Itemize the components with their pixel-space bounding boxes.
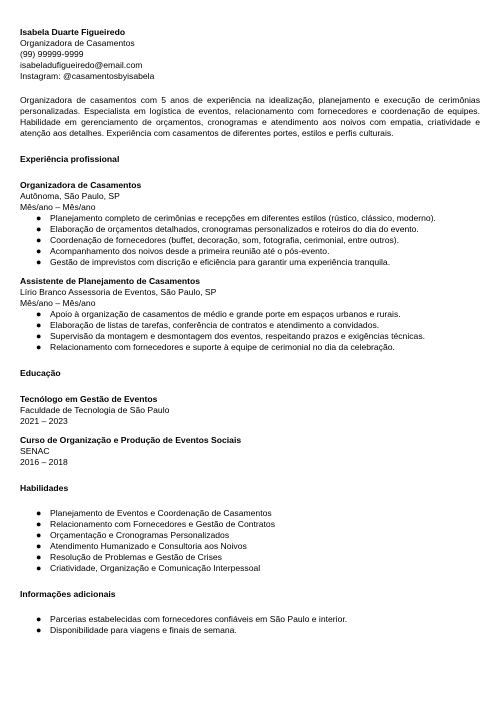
list-item [20, 508, 480, 519]
job-title: Organizadora de Casamentos [20, 180, 142, 190]
list-item [20, 342, 480, 353]
list-item [20, 530, 480, 541]
bullet-icon: ● [36, 257, 42, 267]
summary-paragraph: Organizadora de casamentos com 5 anos de experiência na idealização, planejamento e execução de cerimônias personalizadas. Especialista em logística de eventos, relacionamento com fornecedores e coordenação de equipes. Habilidade em gerenciamento de orçamentos, cronogramas e atendimento aos noivos com empatia, criatividade e atenção aos detalhes. Experiência com casamentos de diferentes portes, estilos e perfis culturais. [20, 95, 480, 138]
list-item [20, 224, 480, 235]
bullet-icon: ● [36, 519, 42, 529]
header [20, 27, 480, 82]
list-item-text: Relacionamento com fornecedores e suporte à equipe de cerimonial no dia da celebração. [50, 342, 395, 352]
bullet-icon: ● [36, 235, 42, 245]
bullet-icon: ● [36, 320, 42, 330]
list-item [20, 331, 480, 342]
course-dates: 2021 – 2023 [20, 416, 68, 426]
job-bullets [20, 213, 480, 268]
job-entry [20, 276, 480, 353]
bullet-icon: ● [36, 530, 42, 540]
list-item [20, 563, 480, 574]
list-item [20, 519, 480, 530]
list-item-text: Elaboração de orçamentos detalhados, cronogramas personalizados e roteiros do dia do evento. [50, 224, 419, 234]
list-item-text: Acompanhamento dos noivos desde a primeira reunião até o pós-evento. [50, 246, 330, 256]
list-item-text: Resolução de Problemas e Gestão de Crises [50, 552, 222, 562]
list-item-text: Gestão de imprevistos com discrição e eficiência para garantir uma experiência tranquila. [50, 257, 391, 267]
list-item [20, 213, 480, 224]
course-dates: 2016 – 2018 [20, 457, 68, 467]
list-item [20, 541, 480, 552]
section-title-education: Educação [20, 368, 61, 378]
list-item [20, 320, 480, 331]
candidate-name: Isabela Duarte Figueiredo [20, 27, 126, 37]
job-place: Autônoma, São Paulo, SP [20, 191, 120, 201]
list-item [20, 552, 480, 563]
list-item [20, 614, 480, 625]
education-entry [20, 435, 480, 468]
course-title: Tecnólogo em Gestão de Eventos [20, 394, 158, 404]
list-item-text: Elaboração de listas de tarefas, conferência de contratos e atendimento a convidados. [50, 320, 380, 330]
bullet-icon: ● [36, 224, 42, 234]
bullet-icon: ● [36, 508, 42, 518]
skills-list [20, 508, 480, 574]
list-item-text: Planejamento completo de cerimônias e recepções em diferentes estilos (rústico, clássico, moderno). [50, 213, 436, 223]
email: isabeladufigueiredo@email.com [20, 60, 143, 70]
job-dates: Mês/ano – Mês/ano [20, 202, 96, 212]
list-item-text: Planejamento de Eventos e Coordenação de Casamentos [50, 508, 272, 518]
list-item-text: Apoio à organização de casamentos de médio e grande porte em espaços urbanos e rurais. [50, 309, 401, 319]
job-place: Lírio Branco Assessoria de Eventos, São Paulo, SP [20, 287, 217, 297]
list-item-text: Criatividade, Organização e Comunicação Interpessoal [50, 563, 261, 573]
additional-list [20, 614, 480, 636]
bullet-icon: ● [36, 625, 42, 635]
job-bullets [20, 309, 480, 353]
list-item-text: Disponibilidade para viagens e finais de semana. [50, 625, 237, 635]
list-item [20, 257, 480, 268]
job-dates: Mês/ano – Mês/ano [20, 298, 96, 308]
phone: (99) 99999-9999 [20, 49, 84, 59]
section-title-experience: Experiência profissional [20, 154, 120, 164]
bullet-icon: ● [36, 213, 42, 223]
list-item [20, 309, 480, 320]
section-title-additional: Informações adicionais [20, 589, 116, 599]
bullet-icon: ● [36, 541, 42, 551]
section-title-skills: Habilidades [20, 483, 69, 493]
instagram: Instagram: @casamentosbyisabela [20, 71, 155, 81]
bullet-icon: ● [36, 309, 42, 319]
list-item-text: Supervisão da montagem e desmontagem dos eventos, respeitando prazos e exigências técnicas. [50, 331, 426, 341]
bullet-icon: ● [36, 552, 42, 562]
job-title: Assistente de Planejamento de Casamentos [20, 276, 201, 286]
education-entry [20, 394, 480, 427]
candidate-role: Organizadora de Casamentos [20, 38, 135, 48]
list-item-text: Atendimento Humanizado e Consultoria aos Noivos [50, 541, 247, 551]
institution: SENAC [20, 446, 50, 456]
bullet-icon: ● [36, 246, 42, 256]
list-item [20, 246, 480, 257]
bullet-icon: ● [36, 342, 42, 352]
bullet-icon: ● [36, 614, 42, 624]
list-item-text: Parcerias estabelecidas com fornecedores confiáveis em São Paulo e interior. [50, 614, 348, 624]
course-title: Curso de Organização e Produção de Eventos Sociais [20, 435, 242, 445]
list-item-text: Coordenação de fornecedores (buffet, decoração, som, fotografia, cerimonial, entre outros). [50, 235, 400, 245]
list-item [20, 625, 480, 636]
bullet-icon: ● [36, 563, 42, 573]
list-item-text: Relacionamento com Fornecedores e Gestão de Contratos [50, 519, 275, 529]
list-item [20, 235, 480, 246]
list-item-text: Orçamentação e Cronogramas Personalizados [50, 530, 230, 540]
bullet-icon: ● [36, 331, 42, 341]
institution: Faculdade de Tecnologia de São Paulo [20, 405, 170, 415]
job-entry [20, 180, 480, 268]
